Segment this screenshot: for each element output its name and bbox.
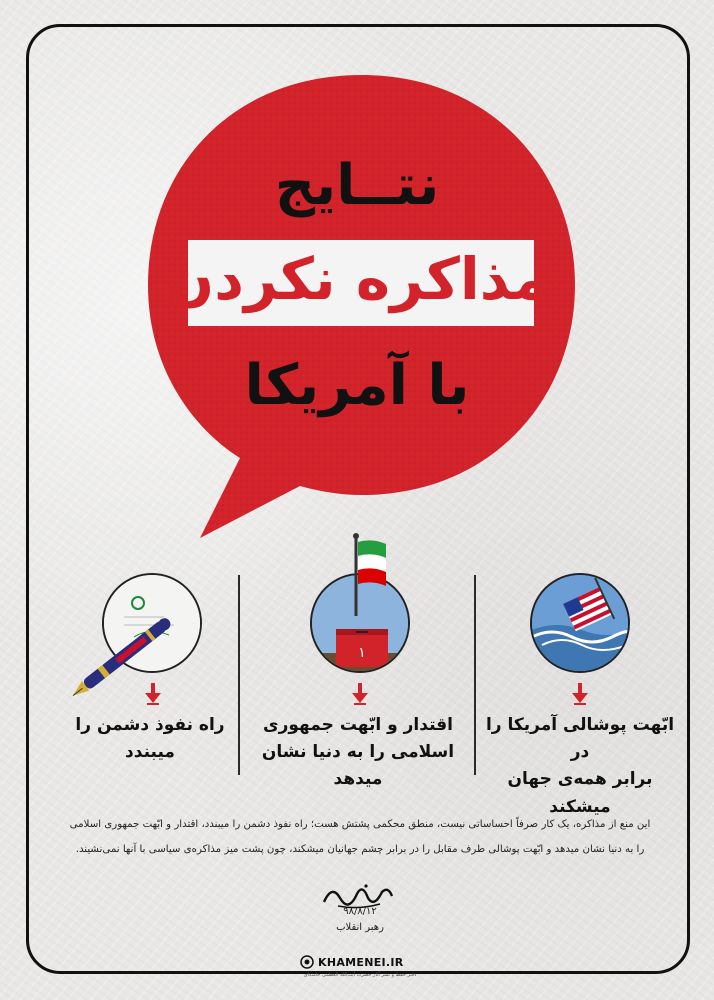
logo-subtext: دفتر حفظ و نشر آثار حضرت آیت‌الله العظمی خامنه‌ای bbox=[303, 972, 417, 978]
column-text-right bbox=[480, 712, 680, 821]
body-line: این منع از مذاکره، یک کار صرفاً احساساتی نیست، منطق محکمی پشتش هست؛ راه نفوذ دشمن را میبندد، اقتدار و ابّهت جمهوری اسلامی bbox=[69, 819, 651, 830]
fountain-pen-icon bbox=[55, 595, 195, 715]
logo-emblem-icon bbox=[300, 955, 314, 969]
iran-flag-icon bbox=[330, 528, 400, 618]
column-text-line: راه نفوذ دشمن را bbox=[75, 715, 225, 735]
title-line-1: نتــایج bbox=[274, 153, 440, 218]
column-divider-right bbox=[474, 575, 476, 775]
column-text-left bbox=[50, 712, 250, 766]
signature-date: ۹۸/۸/۱۲ bbox=[343, 906, 377, 917]
column-text-line: ابّهت پوشالی آمریکا را در bbox=[485, 715, 675, 763]
arrow-down-icon bbox=[145, 683, 161, 705]
logo-text: KHAMENEI.IR bbox=[318, 955, 404, 969]
column-text-line: اقتدار و ابّهت جمهوری bbox=[263, 715, 453, 735]
title-line-3: با آمریکا bbox=[244, 353, 470, 418]
title-line-2: مذاکره نکردن bbox=[164, 245, 550, 313]
column-text-line: میبندد bbox=[125, 742, 175, 763]
body-line: را به دنیا نشان میدهد و ابّهت پوشالی طرف مقابل را در برابر چشم جهانیان میشکند، چون پشت میز مذاکره‌ی سیاسی با آنها نمی‌نشیند. bbox=[75, 844, 645, 855]
arrow-down-icon bbox=[572, 683, 588, 705]
arrow-down-icon bbox=[352, 683, 368, 705]
signature-role: رهبر انقلاب bbox=[336, 922, 384, 933]
flag-sinking-icon bbox=[530, 573, 630, 673]
body-paragraph bbox=[40, 812, 680, 862]
column-text-line: برابر همه‌ی جهان میشکند bbox=[507, 769, 653, 817]
footer-logo bbox=[300, 955, 404, 969]
ballot-number: ۱ bbox=[358, 645, 366, 661]
column-text-line: اسلامی را به دنیا نشان میدهد bbox=[261, 742, 455, 790]
column-text-middle bbox=[258, 712, 458, 794]
